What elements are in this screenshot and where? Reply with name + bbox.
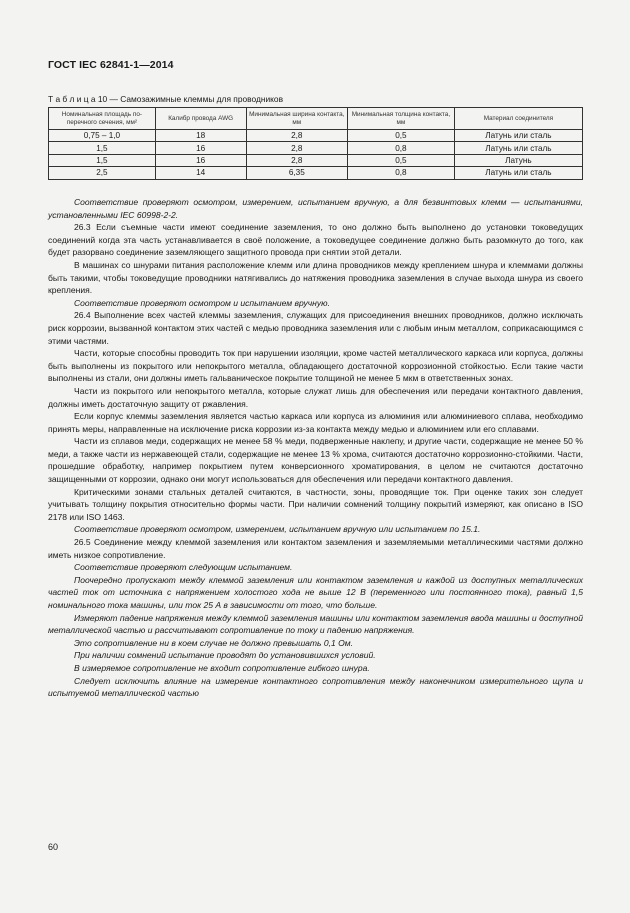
table-cell: 18 [155, 130, 246, 142]
table-cell: Латунь или сталь [454, 130, 582, 142]
table-row [49, 154, 583, 166]
table-cell: 2,5 [49, 167, 156, 179]
header-min-thickness: Минимальная толщина контакта, мм [348, 108, 455, 130]
table-cell: Латунь или сталь [454, 167, 582, 179]
table-row [49, 142, 583, 154]
table-cell: 14 [155, 167, 246, 179]
body-text [48, 196, 583, 700]
table-cell: 2,8 [246, 142, 347, 154]
paragraph: Части из сплавов меди, содержащих не менее 58 % меди, подверженные наклепу, и другие части, содержащие не менее 50 % меди, а также части из нержавеющей стали, содержащие не менее 13 % хрома, считаются достаточно коррозионно-стойкими. Части, прошедшие обработку, например покрытием путем конверсионного хроматирования, в целом не считаются достаточно защищенными от коррозии, однако они могут использоваться для обеспечения или передачи контактного давления. [48, 436, 583, 485]
table-cell: 1,5 [49, 154, 156, 166]
table-cell: 2,8 [246, 130, 347, 142]
paragraph: Измеряют падение напряжения между клеммой заземления машины или контактом заземления ввода машины и доступной металлической частью и рассчитывают сопротивление по току и падению напряжения. [48, 612, 583, 636]
table-caption: Т а б л и ц а 10 — Самозажимные клеммы для проводников [48, 94, 284, 104]
table-cell: 2,8 [246, 154, 347, 166]
paragraph: Если корпус клеммы заземления является частью каркаса или корпуса из алюминия или алюминиевого сплава, необходимо принять меры, направленные на исключение риска коррозии из-за контакта между медью и алюминием или его сплавами. [48, 411, 583, 434]
table-row [49, 130, 583, 142]
table-cell: 0,75 – 1,0 [49, 130, 156, 142]
table-header-row [49, 108, 583, 130]
paragraph: Соответствие проверяют осмотром и испытанием вручную. [74, 297, 330, 308]
paragraph: Соответствие проверяют осмотром, измерением, испытанием вручную, а для безвинтовых клемм — испытаниями, установленными IEC 60998-2-2. [48, 197, 583, 220]
paragraph: Это сопротивление ни в коем случае не должно превышать 0,1 Ом. [74, 637, 354, 648]
header-awg: Калибр провода AWG [155, 108, 246, 130]
header-min-width: Минимальная ширина контакта, мм [246, 108, 347, 130]
table-cell: 1,5 [49, 142, 156, 154]
paragraph: Соответствие проверяют следующим испытанием. [74, 562, 293, 573]
header-cross-section: Номинальная площадь по-перечного сечения, мм² [49, 108, 156, 130]
standard-header: ГОСТ IEC 62841-1—2014 [48, 59, 174, 71]
paragraph: Части из покрытого или непокрытого металла, которые служат лишь для обеспечения или передачи контактного давления, должны иметь достаточную защиту от ржавления. [48, 385, 583, 409]
paragraph: Соответствие проверяют осмотром, измерением, испытанием вручную или испытанием по 15.1. [74, 524, 481, 535]
page-number: 60 [48, 842, 59, 852]
paragraph: 26.3 Если съемные части имеют соединение заземления, то оно должно быть выполнено до установки токоведущих соединений когда эта часть устанавливается в своё положение, а токоведущее соединение должно быть разомкнуто до того, как будет разорвано соединение заземляющего защитного провода при снятии этой детали. [48, 222, 583, 258]
table-cell: Латунь [454, 154, 582, 166]
table-cell: 0,8 [348, 167, 455, 179]
header-material: Материал соединителя [454, 108, 582, 130]
table-row [49, 167, 583, 179]
table-cell: 0,5 [348, 130, 455, 142]
table-cell: 16 [155, 154, 246, 166]
paragraph: Поочередно пропускают между клеммой заземления или контактом заземления и каждой из доступных металлических частей ток от источника с напряжением холостого хода не выше 12 В (переменного или постоянного тока), равный 1,5 номинального тока машины, или ток 25 А в зависимости от того, что больше. [48, 574, 583, 610]
paragraph: В машинах со шнурами питания расположение клемм или длина проводников между креплением шнура и клеммами должны быть такими, чтобы токоведущие проводники натягивались до натяжения проводника заземления в случае выхода шнура из своего крепления. [48, 259, 583, 296]
table-cell: 6,35 [246, 167, 347, 179]
paragraph: Части, которые способны проводить ток при нарушении изоляции, кроме частей металлического каркаса или корпуса, должны быть выполнены из покрытого или непокрытого металла, обладающего достаточной коррозионной стойкостью. Если такие части выполнены из стали, они должны иметь гальваническое покрытие толщиной не менее 5 мкм в ответственных зонах. [48, 348, 583, 384]
table-cell: 0,5 [348, 154, 455, 166]
terminals-table [48, 107, 583, 180]
table-cell: 16 [155, 142, 246, 154]
paragraph: 26.5 Соединение между клеммой заземления или контактом заземления и заземляемыми металлическими частями должно иметь низкое сопротивление. [48, 537, 583, 560]
paragraph: Следует исключить влияние на измерение контактного сопротивления между наконечником измерительного щупа и испытуемой металлической частью [48, 675, 583, 699]
paragraph: При наличии сомнений испытание проводят до установившихся условий. [74, 650, 376, 661]
paragraph: 26.4 Выполнение всех частей клеммы заземления, служащих для присоединения внешних проводников, должно исключать риск коррозии, вызванной контактом этих частей с медью проводника заземления или с любым иным металлом, соприкасающимся с этими частями. [48, 310, 583, 346]
table-cell: 0,8 [348, 142, 455, 154]
paragraph: В измеряемое сопротивление не входит сопротивление гибкого шнура. [74, 662, 370, 673]
table-cell: Латунь или сталь [454, 142, 582, 154]
paragraph: Критическими зонами стальных деталей считаются, в частности, зоны, проводящие ток. При оценке таких зон следует учитывать толщину покрытия относительно формы части. При наличии сомнений толщину покрытий измеряют, как описано в ISO 2178 или ISO 1463. [48, 486, 583, 522]
